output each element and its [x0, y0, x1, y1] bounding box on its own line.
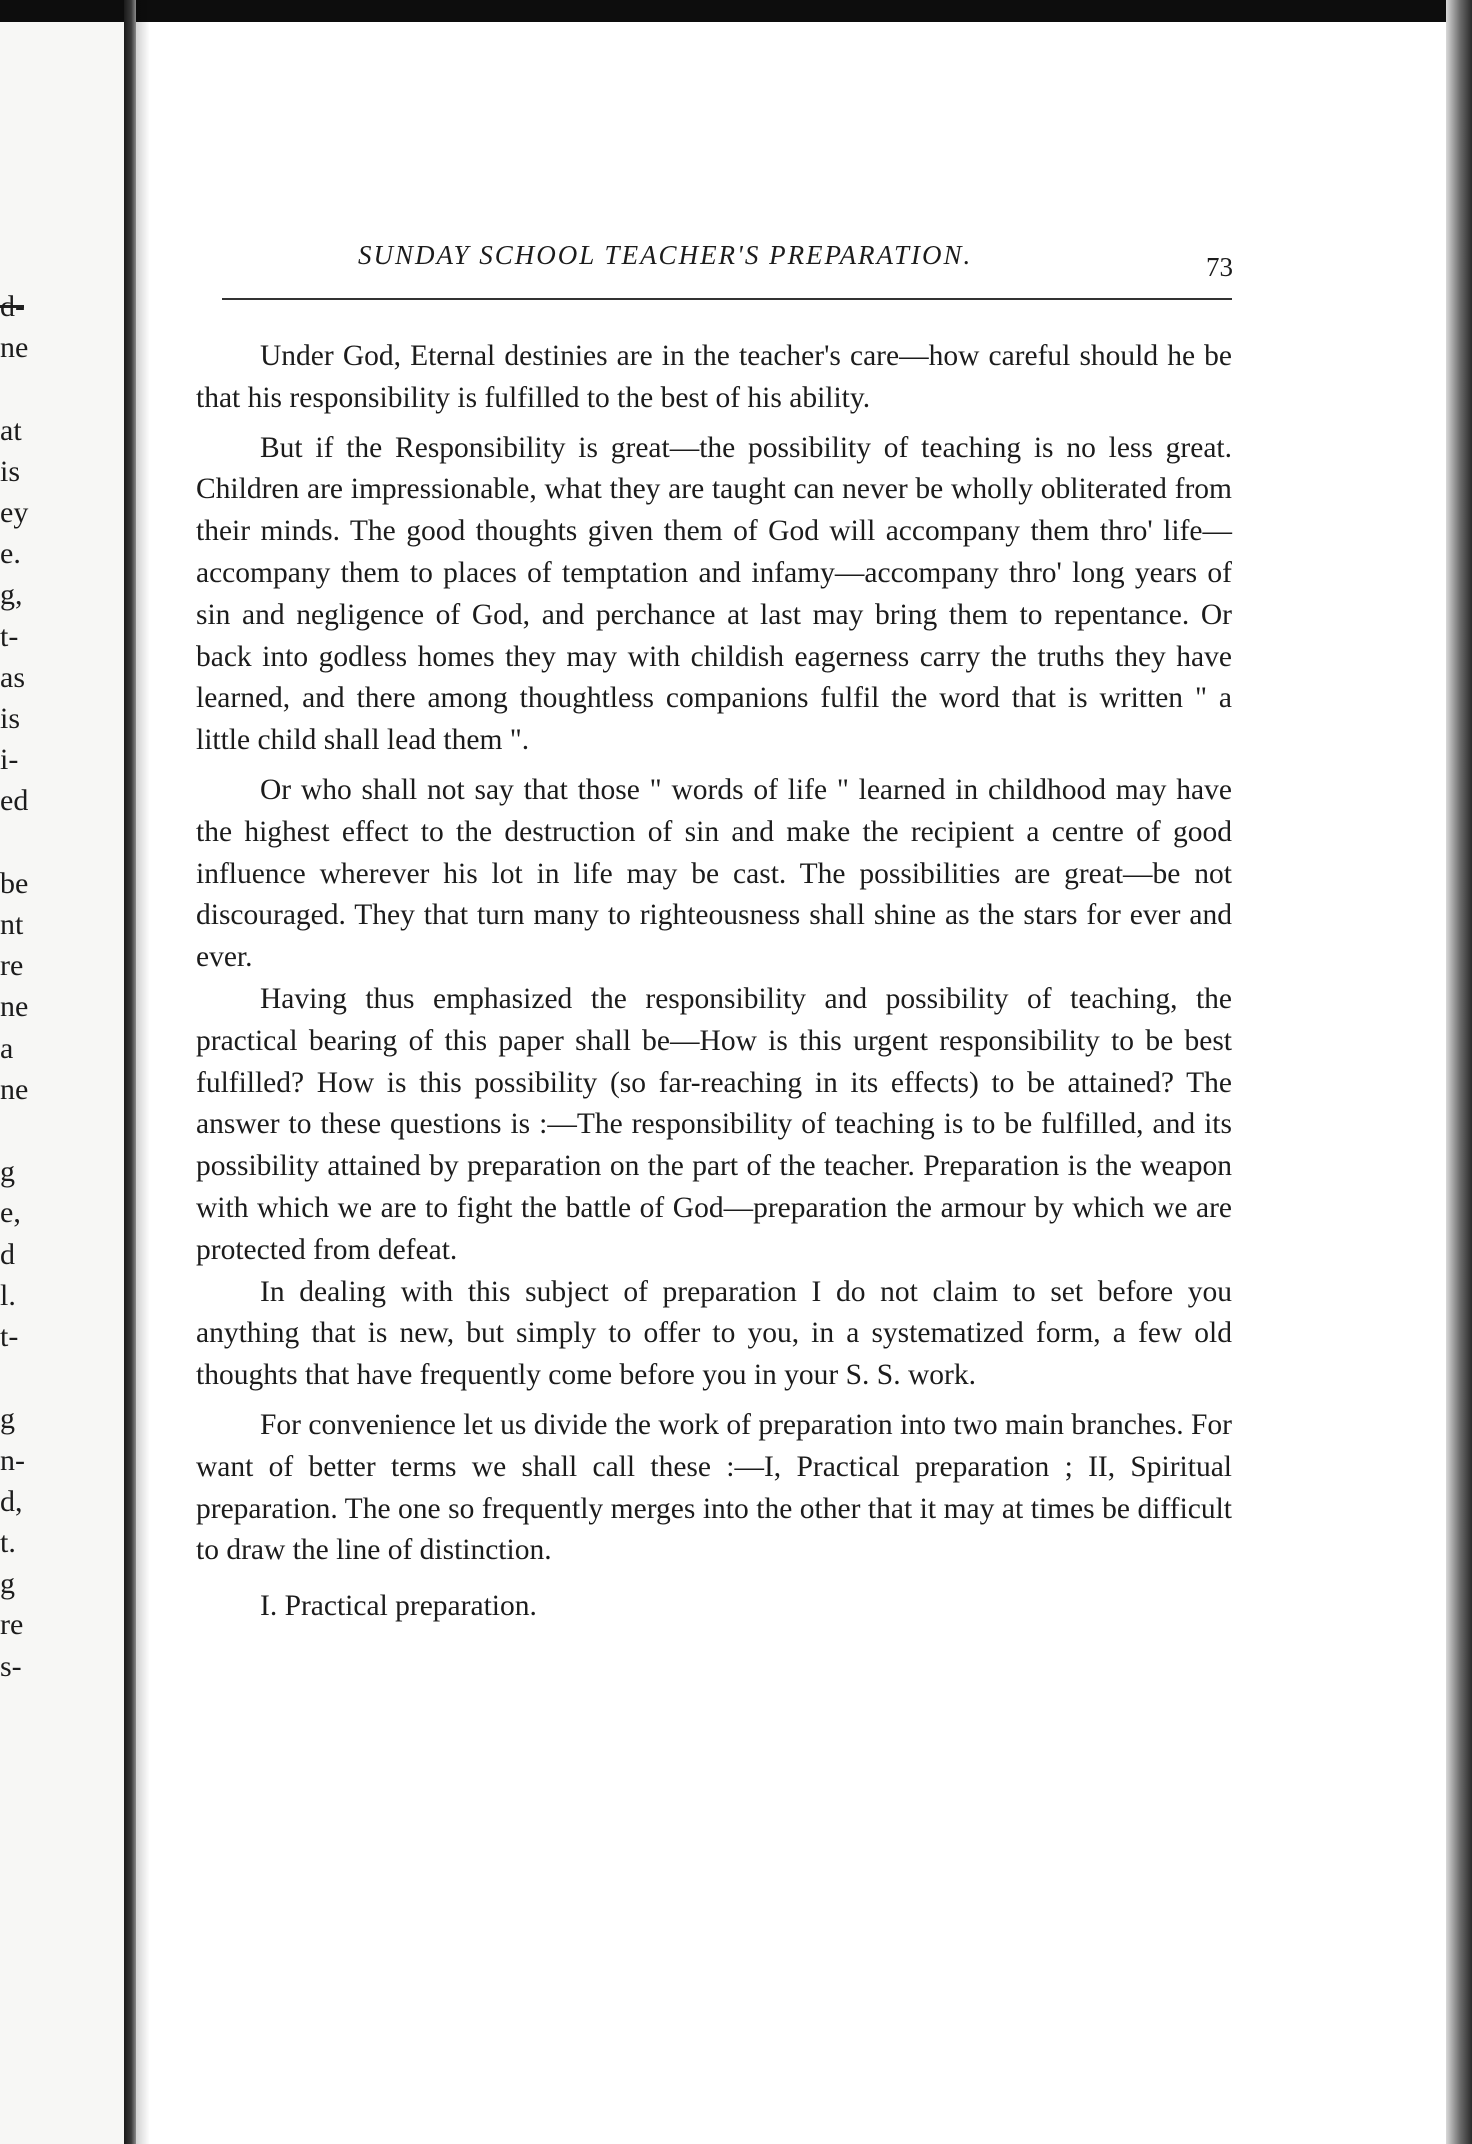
previous-page-fragment: g, [0, 578, 23, 612]
previous-page-margin [0, 22, 124, 2144]
spine-shadow [136, 0, 150, 2144]
previous-page-fragment: ne [0, 331, 29, 365]
previous-page-fragment: d- [0, 290, 25, 323]
page-number: 73 [1206, 252, 1233, 282]
page-right-edge [1446, 0, 1472, 2144]
previous-page-fragment: e. [0, 537, 21, 571]
scan-top-band [0, 0, 1472, 22]
previous-page-fragment: t. [0, 1526, 16, 1559]
previous-page-fragment: g [0, 1567, 15, 1601]
previous-page-fragment: re [0, 1608, 24, 1642]
previous-page-fragment: is [0, 702, 21, 735]
previous-page-fragment: at [0, 413, 22, 447]
book-spine [124, 0, 136, 2144]
previous-page-fragment: l. [0, 1278, 16, 1312]
previous-page-fragment: as [0, 660, 25, 694]
paragraph: Under God, Eternal destinies are in the teacher's care—how careful should he be that his responsibility is fulfilled to the best of his ability. [196, 340, 1232, 414]
previous-page-fragment: ed [0, 784, 29, 818]
previous-page-fragment: nt [0, 908, 24, 941]
section-heading: I. Practical preparation. [260, 1590, 537, 1623]
running-head [196, 230, 1236, 282]
previous-page-fragment: g [0, 1402, 15, 1436]
paragraph: Having thus emphasized the responsibility and possibility of teaching, the practical bearing of this paper shall be—How is this urgent responsibility to be best fulfilled? How is this possibility (so far-reaching in its effects) to be attained? The answer to these questions is :—The responsibility of teaching is to be fulfilled, and its possibility attained by preparation on the part of the teacher. Preparation is the weapon with which we are to fight the battle of God—preparation the armour by which we are protected from defeat. [196, 982, 1232, 1266]
previous-page-fragment: t- [0, 1320, 19, 1353]
previous-page-fragments [0, 290, 124, 2144]
previous-page-fragment: d, [0, 1484, 23, 1518]
previous-page-fragment: t- [0, 619, 19, 653]
previous-page-fragment: n- [0, 1443, 25, 1477]
paragraph: Or who shall not say that those " words of life " learned in childhood may have the highest effect to the destruction of sin and make the recipient a centre of good influence wherever his lot in life may be cast. The possibilities are great—be not discouraged. They that turn many to righteousness shall shine as the stars for ever and ever. [196, 773, 1232, 974]
page [196, 230, 1236, 1623]
running-title: SUNDAY SCHOOL TEACHER'S PREPARATION. [358, 240, 973, 270]
previous-page-fragment: is [0, 454, 21, 488]
previous-page-fragment: ne [0, 1072, 29, 1106]
previous-page-fragment: s- [0, 1649, 22, 1683]
previous-page-fragment: i- [0, 743, 19, 777]
body-text [196, 336, 1232, 1628]
previous-page-fragment: d [0, 1237, 15, 1271]
previous-page-fragment: be [0, 866, 29, 900]
previous-page-fragment: e, [0, 1196, 21, 1230]
previous-page-fragment: ey [0, 496, 29, 529]
previous-page-fragment: a [0, 1031, 14, 1065]
previous-page-fragment: re [0, 949, 24, 983]
paragraph: But if the Responsibility is great—the possibility of teaching is no less great. Children are impressionable, what they are taught can never be wholly obliterated from their minds. The good thoughts given them of God will accompany them thro' life—accompany them to places of temptation and infamy—accompany thro' long years of sin and negligence of God, and perchance at last may bring them to repentance. Or back into godless homes they may with childish eagerness carry the truths they have learned, and there among thoughtless companions fulfil the word that is written " a little child shall lead them ". [196, 431, 1232, 757]
previous-page-fragment: ne [0, 990, 29, 1024]
paragraph: For convenience let us divide the work of preparation into two main branches. For want of better terms we shall call these :—I, Practical preparation ; II, Spiritual preparation. The one so frequently merges into the other that it may at times be difficult to draw the line of distinction. [196, 1408, 1232, 1567]
previous-page-fragment: g [0, 1155, 15, 1189]
paragraph: In dealing with this subject of preparation I do not claim to set before you anything that is new, but simply to offer to you, in a systematized form, a few old thoughts that have frequently come before you in your S. S. work. [196, 1275, 1232, 1392]
header-rule [222, 298, 1232, 300]
